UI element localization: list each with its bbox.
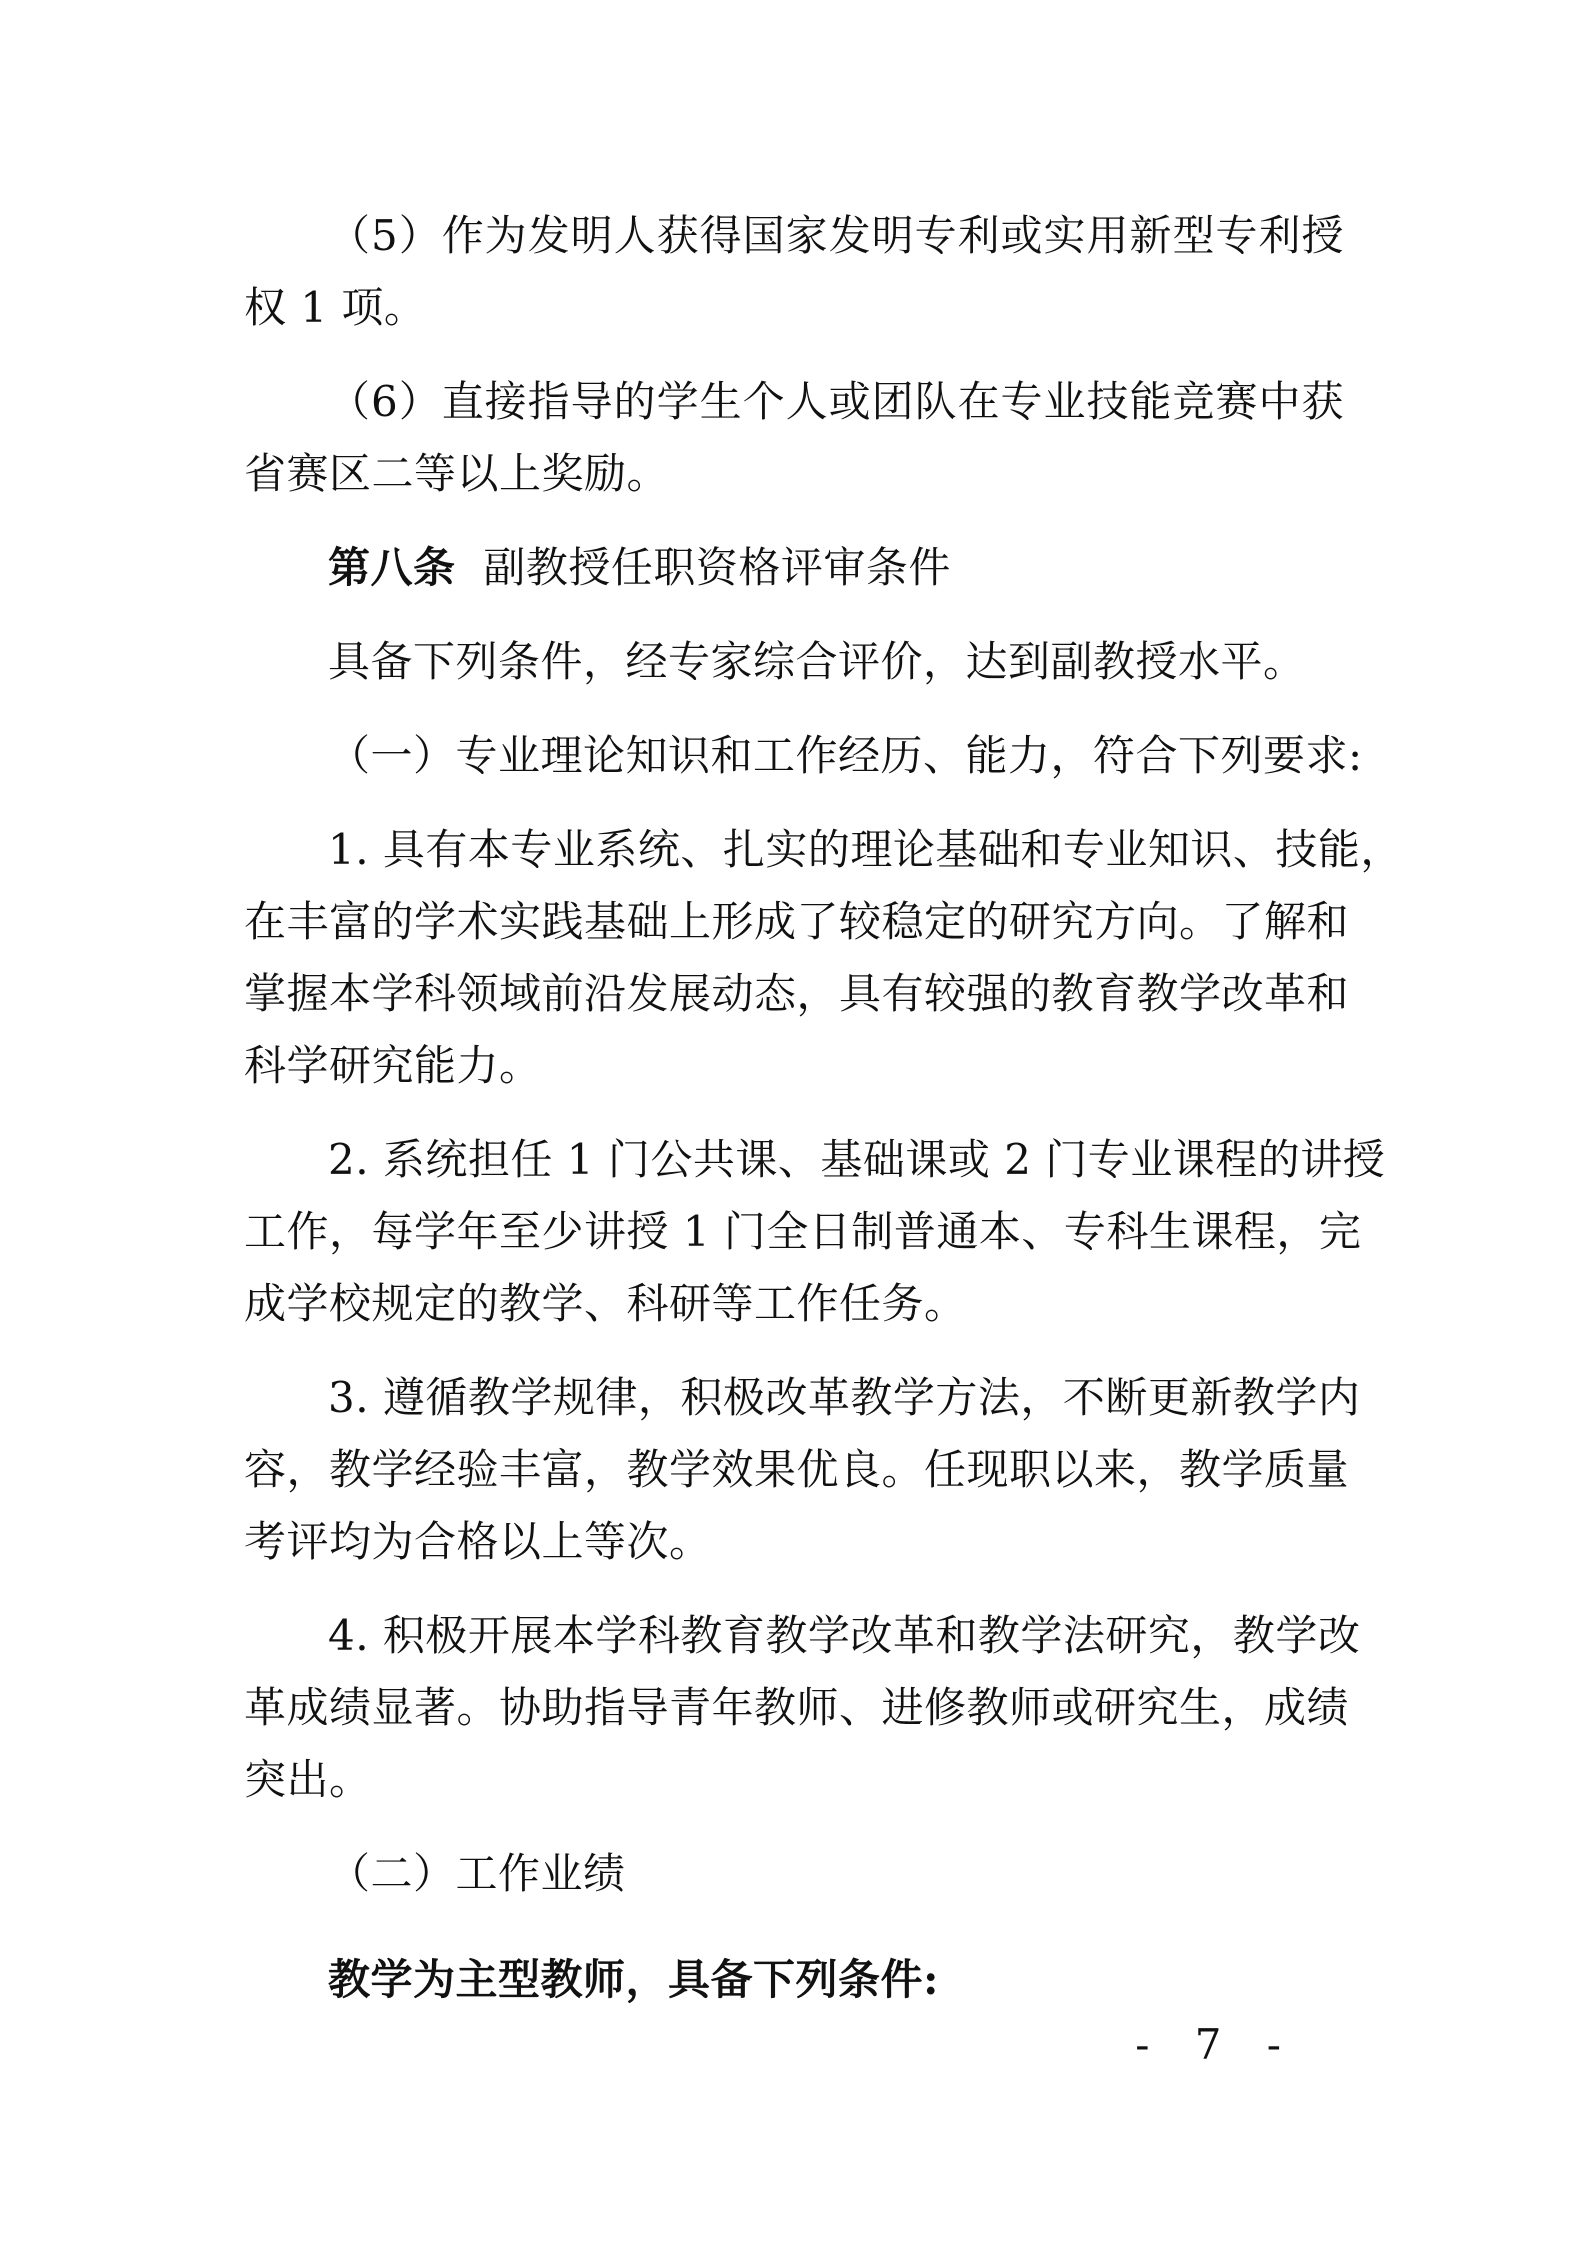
paragraph-line: 2. 系统担任 1 门公共课、基础课或 2 门专业课程的讲授 [328, 1135, 1386, 1184]
paragraph-line: （6）直接指导的学生个人或团队在专业技能竞赛中获 [328, 377, 1344, 426]
document-body [244, 200, 1403, 2016]
paragraph-line: 革成绩显著。协助指导青年教师、进修教师或研究生，成绩 [244, 1683, 1350, 1732]
paragraph-line: 突出。 [244, 1755, 372, 1804]
paragraph-line: （5）作为发明人获得国家发明专利或实用新型专利授 [328, 211, 1344, 260]
paragraph-line: 容，教学经验丰富，教学效果优良。任现职以来，教学质量 [244, 1445, 1350, 1494]
paragraph-line: 省赛区二等以上奖励。 [244, 449, 670, 498]
article-heading [244, 532, 1344, 604]
paragraph-line: 3. 遵循教学规律，积极改革教学方法，不断更新教学内 [328, 1373, 1361, 1422]
section-heading: （二）工作业绩 [328, 1849, 626, 1898]
paragraph-line: 具备下列条件，经专家综合评价，达到副教授水平。 [328, 637, 1306, 686]
bold-heading: 教学为主型教师，具备下列条件: [328, 1955, 940, 2004]
paragraph-line: 工作，每学年至少讲授 1 门全日制普通本、专科生课程，完 [244, 1207, 1362, 1256]
section-heading: （一）专业理论知识和工作经历、能力，符合下列要求: [328, 731, 1363, 780]
paragraph-line: 科学研究能力。 [244, 1041, 542, 1090]
paragraph-line: 掌握本学科领域前沿发展动态，具有较强的教育教学改革和 [244, 969, 1350, 1018]
page-number: - 7 - [1135, 2020, 1297, 2069]
article-number: 第八条 [328, 543, 456, 592]
paragraph-line: 成学校规定的教学、科研等工作任务。 [244, 1279, 967, 1328]
paragraph-line: 权 1 项。 [244, 283, 427, 332]
paragraph-line: 在丰富的学术实践基础上形成了较稳定的研究方向。了解和 [244, 897, 1350, 946]
paragraph-line: 考评均为合格以上等次。 [244, 1517, 712, 1566]
paragraph-line: 1. 具有本专业系统、扎实的理论基础和专业知识、技能， [328, 825, 1403, 874]
paragraph-line: 4. 积极开展本学科教育教学改革和教学法研究，教学改 [328, 1611, 1361, 1660]
article-title: 副教授任职资格评审条件 [483, 543, 951, 592]
